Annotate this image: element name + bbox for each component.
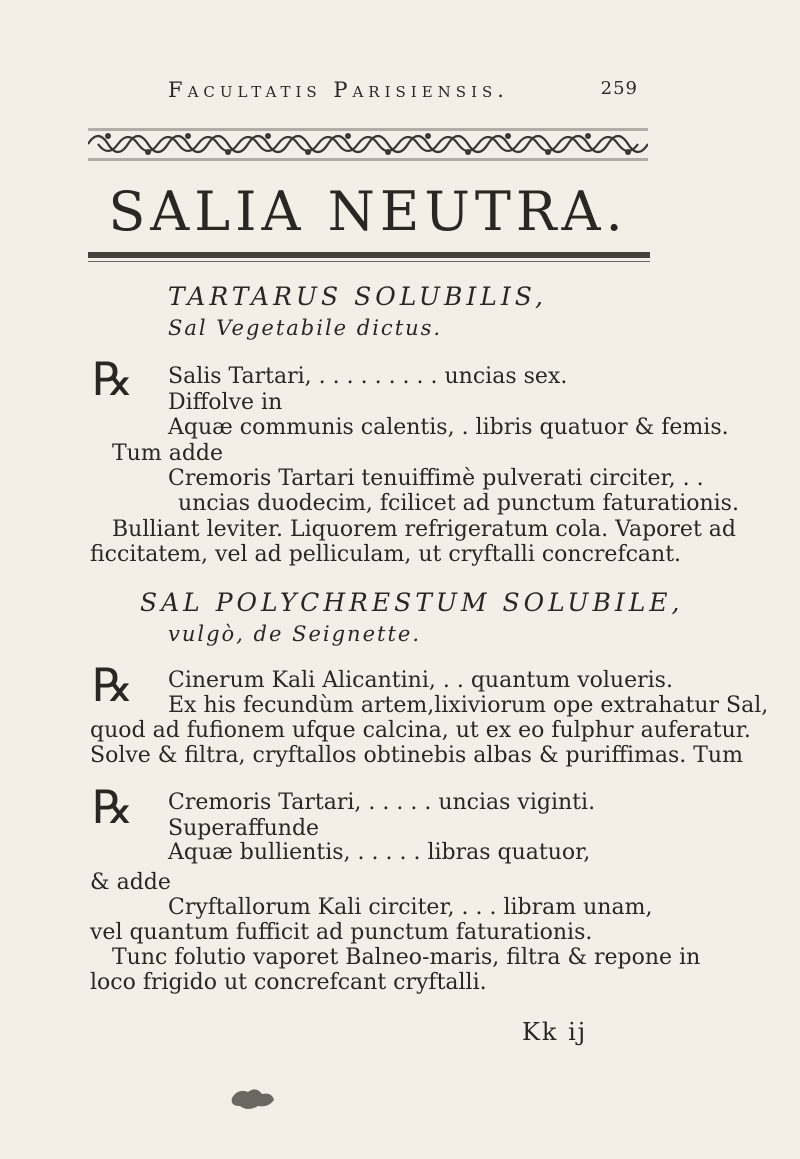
text-line: Bulliant leviter. Liquorem refrigeratum cola. Vaporet ad — [112, 517, 736, 542]
text-line: Tunc folutio vaporet Balneo-maris, filtra & repone in — [112, 945, 701, 970]
text-line: loco frigido ut concrefcant cryftalli. — [90, 970, 487, 995]
text-line: & adde — [90, 870, 171, 895]
text-line: Cremoris Tartari, . . . . . uncias viginti. — [168, 790, 596, 815]
running-head — [168, 78, 638, 108]
section2-heading: SAL POLYCHRESTUM SOLUBILE, — [140, 588, 684, 617]
section1-heading: TARTARUS SOLUBILIS, — [168, 282, 547, 311]
recipe-symbol: ℞ — [92, 352, 134, 406]
text-line: Cryftallorum Kali circiter, . . . libram unam, — [168, 895, 653, 920]
text-line: Solve & filtra, cryftallos obtinebis albas & puriffimas. Tum — [90, 743, 743, 768]
signature-mark: Kk ij — [522, 1018, 588, 1046]
text-line: uncias duodecim, fcilicet ad punctum faturationis. — [178, 491, 739, 516]
text-line: Diffolve in — [168, 390, 283, 415]
text-line: Cinerum Kali Alicantini, . . quantum volueris. — [168, 668, 673, 693]
page-title: SALIA NEUTRA. — [108, 180, 628, 243]
text-line: Aquæ bullientis, . . . . . libras quatuor, — [168, 840, 591, 865]
section1-subheading: Sal Vegetabile dictus. — [168, 316, 443, 340]
text-line: quod ad fufionem ufque calcina, ut ex eo fulphur auferatur. — [90, 718, 751, 743]
recipe-symbol: ℞ — [92, 780, 134, 834]
page-number: 259 — [600, 78, 638, 99]
text-line: vel quantum fufficit ad punctum faturationis. — [90, 920, 593, 945]
text-line: Superaffunde — [168, 816, 320, 841]
title-rule-thick — [88, 252, 650, 258]
section2-subheading: vulgò, de Seignette. — [168, 622, 421, 646]
title-rule-thin — [88, 261, 650, 262]
ink-stain — [228, 1086, 278, 1110]
text-line: Aquæ communis calentis, . libris quatuor & femis. — [168, 415, 729, 440]
text-line: ficcitatem, vel ad pelliculam, ut cryftalli concrefcant. — [90, 542, 682, 567]
text-line: Salis Tartari, . . . . . . . . . uncias sex. — [168, 364, 568, 389]
decorative-ornament-band — [88, 122, 648, 166]
text-line: Ex his fecundùm artem,lixiviorum ope extrahatur Sal, — [168, 693, 769, 718]
text-line: Tum adde — [112, 441, 223, 466]
running-head-title: Facultatis Parisiensis. — [168, 78, 509, 102]
text-line: Cremoris Tartari tenuiffimè pulverati circiter, . . — [168, 466, 704, 491]
recipe-symbol: ℞ — [92, 658, 134, 712]
